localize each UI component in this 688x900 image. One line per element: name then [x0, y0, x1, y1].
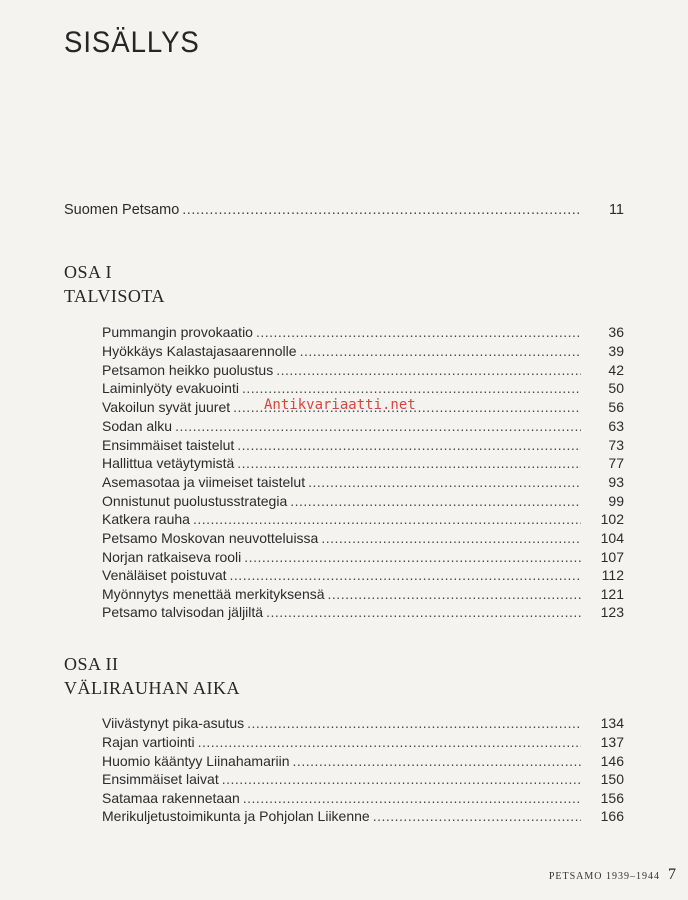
- toc-entry-page: 137: [600, 734, 624, 750]
- page-footer: [549, 866, 676, 884]
- toc-entry-page: 166: [600, 808, 624, 824]
- toc-entry-label: Katkera rauha: [102, 511, 190, 527]
- toc-entry-page: 123: [600, 604, 624, 620]
- toc-entry: [102, 602, 624, 622]
- toc-entry-page: 36: [608, 324, 624, 340]
- toc-entry-label: Asemasotaa ja viimeiset taistelut: [102, 474, 306, 490]
- toc-entry-page: 146: [600, 753, 624, 769]
- toc-entry: [102, 547, 624, 567]
- toc-entry: [102, 732, 624, 752]
- toc-entry-page: 93: [608, 474, 624, 490]
- dot-leader: [230, 565, 581, 585]
- toc-entry: [102, 472, 624, 492]
- toc-entry-label: Norjan ratkaiseva rooli: [102, 549, 242, 565]
- running-title: PETSAMO 1939–1944: [548, 871, 660, 882]
- toc-entry-label: Hyökkäys Kalastajasaarennolle: [102, 343, 297, 359]
- toc-entry-label: Laiminlyöty evakuointi: [102, 380, 239, 396]
- toc-entry-page: 99: [608, 493, 624, 509]
- part-2-title: VÄLIRAUHAN AIKA: [64, 678, 240, 698]
- dot-leader: [256, 322, 581, 342]
- toc-entry-label: Merikuljetustoimikunta ja Pohjolan Liikenne: [102, 808, 370, 824]
- toc-entry-page: 156: [600, 790, 624, 806]
- toc-entry-label: Suomen Petsamo: [64, 202, 180, 218]
- toc-entry-label: Satamaa rakennetaan: [102, 790, 240, 806]
- toc-entry-page: 11: [608, 202, 624, 218]
- toc-entry-label: Rajan vartiointi: [102, 734, 195, 750]
- dot-leader: [237, 453, 581, 473]
- toc-entry-label: Viivästynyt pika-asutus: [102, 715, 245, 731]
- toc-entry: [102, 528, 624, 548]
- toc-entry: [102, 806, 624, 826]
- toc-entry-label: Pummangin provokaatio: [102, 324, 253, 340]
- watermark-text: Antikvariaatti.net: [264, 397, 416, 413]
- dot-leader: [300, 341, 581, 361]
- toc-entry-label: Vakoilun syvät juuret: [102, 399, 231, 415]
- toc-entry-page: 150: [600, 771, 624, 787]
- toc-entry-label: Sodan alku: [102, 418, 173, 434]
- toc-entry-label: Myönnytys menettää merkityksensä: [102, 586, 325, 602]
- toc-entry-page: 77: [608, 455, 624, 471]
- dot-leader: [242, 378, 581, 398]
- toc-entry-label: Ensimmäiset laivat: [102, 771, 219, 787]
- dot-leader: [290, 491, 581, 511]
- toc-entry-page: 121: [600, 586, 624, 602]
- dot-leader: [244, 547, 581, 567]
- toc-entry: [102, 341, 624, 361]
- page-title: SISÄLLYS: [64, 26, 200, 59]
- toc-entry: [102, 378, 624, 398]
- toc-entry-label: Petsamo Moskovan neuvotteluissa: [102, 530, 319, 546]
- dot-leader: [328, 584, 581, 604]
- toc-entry: [102, 584, 624, 604]
- toc-entry: [102, 509, 624, 529]
- dot-leader: [198, 732, 581, 752]
- toc-entry-page: 112: [601, 567, 624, 583]
- toc-entry-page: 50: [608, 380, 624, 396]
- part-2-number: OSA II: [64, 654, 119, 674]
- toc-entry: [102, 751, 624, 771]
- toc-entry: [102, 788, 624, 808]
- dot-leader: [266, 602, 581, 622]
- toc-entry-label: Huomio kääntyy Liinahamariin: [102, 753, 290, 769]
- toc-entry: [102, 416, 624, 436]
- toc-entry-page: 104: [600, 530, 624, 546]
- toc-entry-page: 56: [608, 399, 624, 415]
- toc-entry-page: 134: [600, 715, 624, 731]
- toc-entry-label: Petsamo talvisodan jäljiltä: [102, 604, 264, 620]
- toc-entry-label: Petsamon heikko puolustus: [102, 362, 274, 378]
- toc-entry: [102, 435, 624, 455]
- toc-entry-label: Onnistunut puolustusstrategia: [102, 493, 288, 509]
- dot-leader: [222, 769, 581, 789]
- dot-leader: [247, 713, 581, 733]
- toc-entry-page: 73: [608, 437, 624, 453]
- toc-entry-page: 42: [608, 362, 624, 378]
- dot-leader: [293, 751, 581, 771]
- dot-leader: [321, 528, 581, 548]
- toc-entry: [102, 565, 624, 585]
- toc-entry: [102, 491, 624, 511]
- part-1-title: TALVISOTA: [64, 286, 165, 306]
- toc-entry-label: Hallittua vetäytymistä: [102, 455, 235, 471]
- toc-entry-page: 107: [600, 549, 624, 565]
- part-1-number: OSA I: [64, 262, 113, 282]
- toc-entry-intro: [64, 200, 624, 220]
- toc-entry-page: 39: [608, 343, 624, 359]
- toc-entry-page: 63: [608, 418, 624, 434]
- toc-entry: [102, 322, 624, 342]
- toc-entry-page: 102: [600, 511, 624, 527]
- dot-leader: [373, 806, 581, 826]
- dot-leader: [308, 472, 581, 492]
- dot-leader: [237, 435, 581, 455]
- toc-entry: [102, 360, 624, 380]
- toc-entry: [102, 713, 624, 733]
- toc-entry-label: Venäläiset poistuvat: [102, 567, 227, 583]
- toc-entry: [102, 769, 624, 789]
- dot-leader: [193, 509, 581, 529]
- toc-entry: [102, 453, 624, 473]
- page-number: 7: [668, 866, 676, 883]
- dot-leader: [175, 416, 581, 436]
- dot-leader: [276, 360, 581, 380]
- dot-leader: [182, 200, 581, 220]
- dot-leader: [243, 788, 581, 808]
- toc-entry-label: Ensimmäiset taistelut: [102, 437, 235, 453]
